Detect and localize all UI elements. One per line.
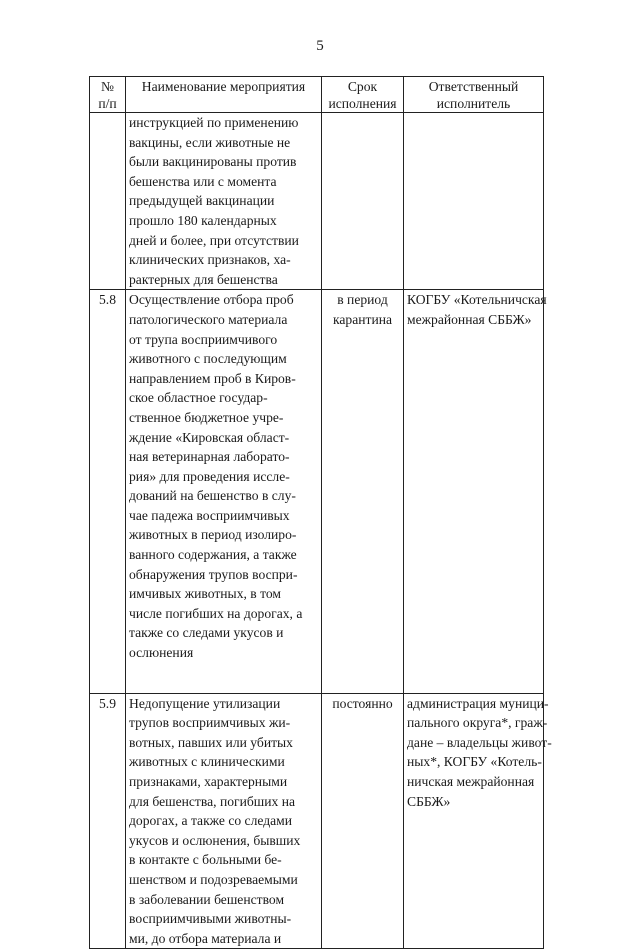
text-line: прошло 180 календарных: [129, 212, 277, 228]
header-deadline: [322, 77, 404, 113]
deadline: [322, 693, 404, 949]
header-line: исполнения: [328, 96, 397, 111]
measure-name: [126, 290, 322, 693]
text-line: ждение «Кировская област-: [129, 429, 290, 445]
text-line: пального округа*, граж-: [407, 715, 548, 731]
text-line: рия» для проведения иссле-: [129, 468, 290, 484]
text-line: шенством и подозреваемыми: [129, 871, 298, 887]
text-line: признаками, характерными: [129, 774, 288, 789]
text-line: укусов и ослюнения, бывших: [129, 832, 301, 848]
measure-name: [126, 693, 322, 949]
responsible: [404, 290, 547, 693]
table-header-row: [90, 77, 544, 113]
text-line: предыдущей вакцинации: [129, 193, 275, 209]
header-line: исполнитель: [436, 96, 511, 111]
text-line: ми, до отбора материала и: [129, 930, 282, 946]
page-number: 5: [316, 38, 324, 54]
text-line: патологического материала: [129, 311, 288, 327]
table-row: [90, 693, 544, 949]
text-line: в контакте с больными бе-: [129, 852, 282, 868]
text-line: ная ветеринарная лаборато-: [129, 449, 290, 465]
text-line: направлением проб в Киров-: [129, 370, 296, 386]
text-line: в заболевании бешенством: [129, 891, 285, 907]
text-line: ственное бюджетное учре-: [129, 409, 284, 425]
cell-spacer: [129, 663, 318, 693]
text-line: числе погибших на дорогах, а: [129, 605, 303, 621]
text-line: Осуществление отбора проб: [129, 292, 294, 308]
header-responsible: [404, 77, 544, 113]
text-line: животных в период изолиро-: [129, 527, 297, 543]
row-number: 5.9: [90, 693, 126, 949]
text-line: Недопущение утилизации: [129, 695, 281, 711]
text-line: трупов восприимчивых жи-: [129, 715, 291, 731]
responsible: [404, 113, 544, 290]
text-line: от трупа восприимчивого: [129, 331, 278, 347]
text-line: карантина: [332, 311, 393, 327]
text-line: межрайонная СББЖ»: [407, 311, 532, 327]
deadline: [322, 290, 404, 693]
text-line: вотных, павших или убитых: [129, 734, 293, 750]
text-line: клинических признаков, ха-: [129, 252, 291, 268]
header-line: Срок: [347, 79, 378, 94]
measure-name: [126, 113, 322, 290]
text-line: животного с последующим: [129, 351, 287, 367]
text-line: дований на бешенство в слу-: [129, 488, 296, 504]
text-line: дорогах, а также со следами: [129, 813, 293, 829]
text-line: рактерных для бешенства: [129, 271, 278, 287]
header-line: Ответственный: [428, 79, 519, 94]
text-line: восприимчивыми животны-: [129, 911, 292, 927]
text-line: постоянно: [332, 695, 393, 711]
responsible: [404, 693, 552, 949]
table-row: [90, 113, 544, 290]
text-line: КОГБУ «Котельничская: [407, 292, 547, 308]
header-line: Наименование мероприятия: [141, 79, 306, 94]
text-line: ванного содержания, а также: [129, 547, 297, 563]
text-line: дане – владельцы живот-: [407, 734, 552, 750]
text-line: бешенства или с момента: [129, 173, 277, 189]
measures-table: [89, 76, 552, 949]
text-line: вакцины, если животные не: [129, 134, 291, 150]
text-line: ское областное государ-: [129, 390, 268, 406]
row-number: [90, 113, 126, 290]
text-line: в период: [337, 292, 388, 308]
text-line: дней и более, при отсутствии: [129, 232, 299, 248]
header-line: п/п: [98, 96, 117, 111]
text-line: обнаружения трупов воспри-: [129, 566, 298, 582]
text-line: администрация муници-: [407, 695, 549, 711]
text-line: инструкцией по применению: [129, 115, 299, 130]
header-measure-name: [126, 77, 322, 113]
row-number: 5.8: [90, 290, 126, 693]
text-line: имчивых животных, в том: [129, 586, 282, 602]
table-row: [90, 290, 544, 693]
text-line: ничская межрайонная: [407, 774, 535, 789]
deadline: [322, 113, 404, 290]
text-line: ослюнения: [129, 645, 194, 661]
text-line: ных*, КОГБУ «Котель-: [407, 754, 542, 770]
text-line: для бешенства, погибших на: [129, 793, 296, 809]
text-line: животных с клиническими: [129, 754, 285, 770]
text-line: чае падежа восприимчивых: [129, 507, 290, 523]
text-line: были вакцинированы против: [129, 154, 297, 170]
text-line: СББЖ»: [407, 793, 451, 809]
text-line: также со следами укусов и: [129, 625, 284, 641]
header-number: [90, 77, 126, 113]
header-line: №: [101, 79, 114, 94]
